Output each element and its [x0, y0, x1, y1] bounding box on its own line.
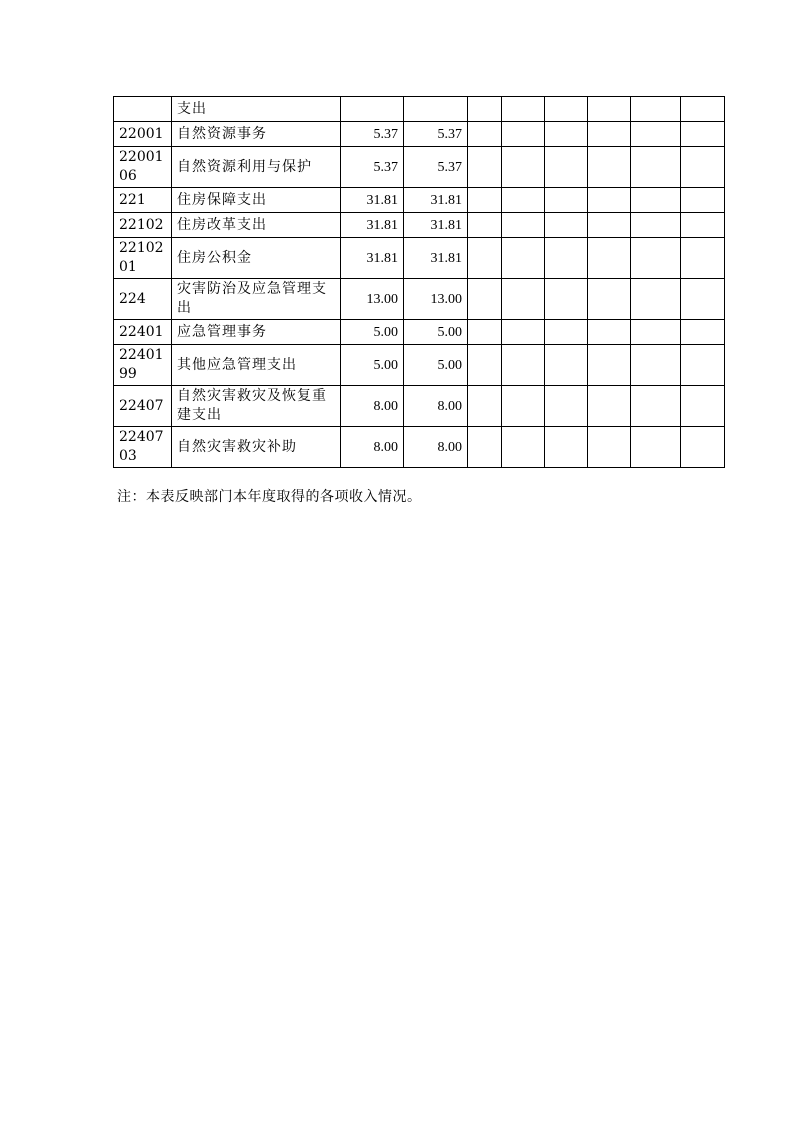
subject-name-cell: 住房改革支出 — [172, 213, 341, 238]
empty-cell — [502, 427, 545, 468]
empty-cell — [588, 238, 631, 279]
subject-name-cell: 住房公积金 — [172, 238, 341, 279]
empty-cell — [502, 345, 545, 386]
empty-cell — [545, 279, 588, 320]
subject-name-cell: 自然灾害救灾补助 — [172, 427, 341, 468]
empty-cell — [631, 122, 681, 147]
empty-cell — [588, 279, 631, 320]
empty-cell — [468, 147, 502, 188]
total-amount-cell: 31.81 — [341, 188, 404, 213]
total-amount-cell: 5.37 — [341, 122, 404, 147]
empty-cell — [468, 345, 502, 386]
empty-cell — [502, 213, 545, 238]
basic-amount-cell: 5.37 — [404, 147, 468, 188]
subject-name-cell: 自然资源利用与保护 — [172, 147, 341, 188]
empty-cell — [681, 279, 725, 320]
subject-name-cell: 住房保障支出 — [172, 188, 341, 213]
subject-code-cell — [114, 97, 172, 122]
empty-cell — [631, 320, 681, 345]
total-amount-cell: 31.81 — [341, 213, 404, 238]
empty-cell — [631, 213, 681, 238]
empty-cell — [468, 279, 502, 320]
empty-cell — [681, 213, 725, 238]
table-row — [114, 122, 725, 147]
empty-cell — [631, 238, 681, 279]
subject-code-cell: 224 — [114, 279, 172, 320]
empty-cell — [681, 427, 725, 468]
basic-amount-cell: 31.81 — [404, 238, 468, 279]
empty-cell — [468, 386, 502, 427]
empty-cell — [468, 213, 502, 238]
basic-amount-cell: 31.81 — [404, 188, 468, 213]
empty-cell — [545, 345, 588, 386]
total-amount-cell: 8.00 — [341, 427, 404, 468]
empty-cell — [588, 188, 631, 213]
empty-cell — [631, 147, 681, 188]
empty-cell — [468, 320, 502, 345]
empty-cell — [681, 238, 725, 279]
subject-code-cell: 2240199 — [114, 345, 172, 386]
subject-name-cell: 自然灾害救灾及恢复重建支出 — [172, 386, 341, 427]
subject-code-cell: 2210201 — [114, 238, 172, 279]
empty-cell — [545, 97, 588, 122]
empty-cell — [681, 386, 725, 427]
basic-amount-cell: 5.00 — [404, 320, 468, 345]
table-row — [114, 213, 725, 238]
empty-cell — [681, 147, 725, 188]
basic-amount-cell: 13.00 — [404, 279, 468, 320]
empty-cell — [545, 122, 588, 147]
empty-cell — [545, 238, 588, 279]
empty-cell — [631, 427, 681, 468]
basic-amount-cell: 5.00 — [404, 345, 468, 386]
empty-cell — [588, 345, 631, 386]
empty-cell — [588, 97, 631, 122]
empty-cell — [588, 147, 631, 188]
total-amount-cell: 8.00 — [341, 386, 404, 427]
empty-cell — [681, 320, 725, 345]
table-row — [114, 386, 725, 427]
basic-amount-cell: 5.37 — [404, 122, 468, 147]
table-row — [114, 188, 725, 213]
empty-cell — [631, 279, 681, 320]
empty-cell — [681, 345, 725, 386]
empty-cell — [681, 188, 725, 213]
total-amount-cell: 31.81 — [341, 238, 404, 279]
table-row — [114, 279, 725, 320]
empty-cell — [588, 213, 631, 238]
empty-cell — [502, 97, 545, 122]
table-row — [114, 97, 725, 122]
empty-cell — [502, 320, 545, 345]
basic-amount-cell: 8.00 — [404, 427, 468, 468]
empty-cell — [631, 188, 681, 213]
subject-code-cell: 22001 — [114, 122, 172, 147]
empty-cell — [502, 188, 545, 213]
empty-cell — [545, 188, 588, 213]
empty-cell — [545, 320, 588, 345]
empty-cell — [468, 122, 502, 147]
table-row — [114, 238, 725, 279]
table-row — [114, 147, 725, 188]
empty-cell — [588, 122, 631, 147]
empty-cell — [631, 97, 681, 122]
empty-cell — [468, 188, 502, 213]
empty-cell — [502, 386, 545, 427]
table-row — [114, 345, 725, 386]
table-row — [114, 427, 725, 468]
basic-amount-cell: 8.00 — [404, 386, 468, 427]
total-amount-cell: 5.37 — [341, 147, 404, 188]
subject-code-cell: 22102 — [114, 213, 172, 238]
table-row — [114, 320, 725, 345]
subject-name-cell: 自然资源事务 — [172, 122, 341, 147]
empty-cell — [502, 122, 545, 147]
table-footnote: 注：本表反映部门本年度取得的各项收入情况。 — [117, 489, 422, 505]
empty-cell — [545, 386, 588, 427]
empty-cell — [468, 97, 502, 122]
empty-cell — [502, 147, 545, 188]
empty-cell — [588, 386, 631, 427]
empty-cell — [502, 279, 545, 320]
total-amount-cell: 13.00 — [341, 279, 404, 320]
total-amount-cell: 5.00 — [341, 320, 404, 345]
subject-name-cell: 其他应急管理支出 — [172, 345, 341, 386]
subject-name-cell: 应急管理事务 — [172, 320, 341, 345]
empty-cell — [681, 122, 725, 147]
empty-cell — [545, 427, 588, 468]
empty-cell — [588, 427, 631, 468]
empty-cell — [468, 238, 502, 279]
total-amount-cell — [341, 97, 404, 122]
empty-cell — [468, 427, 502, 468]
empty-cell — [631, 345, 681, 386]
table-body — [114, 97, 725, 468]
subject-code-cell: 2200106 — [114, 147, 172, 188]
income-table — [113, 96, 725, 468]
basic-amount-cell — [404, 97, 468, 122]
subject-code-cell: 221 — [114, 188, 172, 213]
empty-cell — [588, 320, 631, 345]
subject-name-cell: 灾害防治及应急管理支出 — [172, 279, 341, 320]
empty-cell — [502, 238, 545, 279]
empty-cell — [545, 213, 588, 238]
basic-amount-cell: 31.81 — [404, 213, 468, 238]
total-amount-cell: 5.00 — [341, 345, 404, 386]
subject-code-cell: 22407 — [114, 386, 172, 427]
subject-name-cell: 支出 — [172, 97, 341, 122]
empty-cell — [545, 147, 588, 188]
empty-cell — [631, 386, 681, 427]
subject-code-cell: 2240703 — [114, 427, 172, 468]
subject-code-cell: 22401 — [114, 320, 172, 345]
empty-cell — [681, 97, 725, 122]
